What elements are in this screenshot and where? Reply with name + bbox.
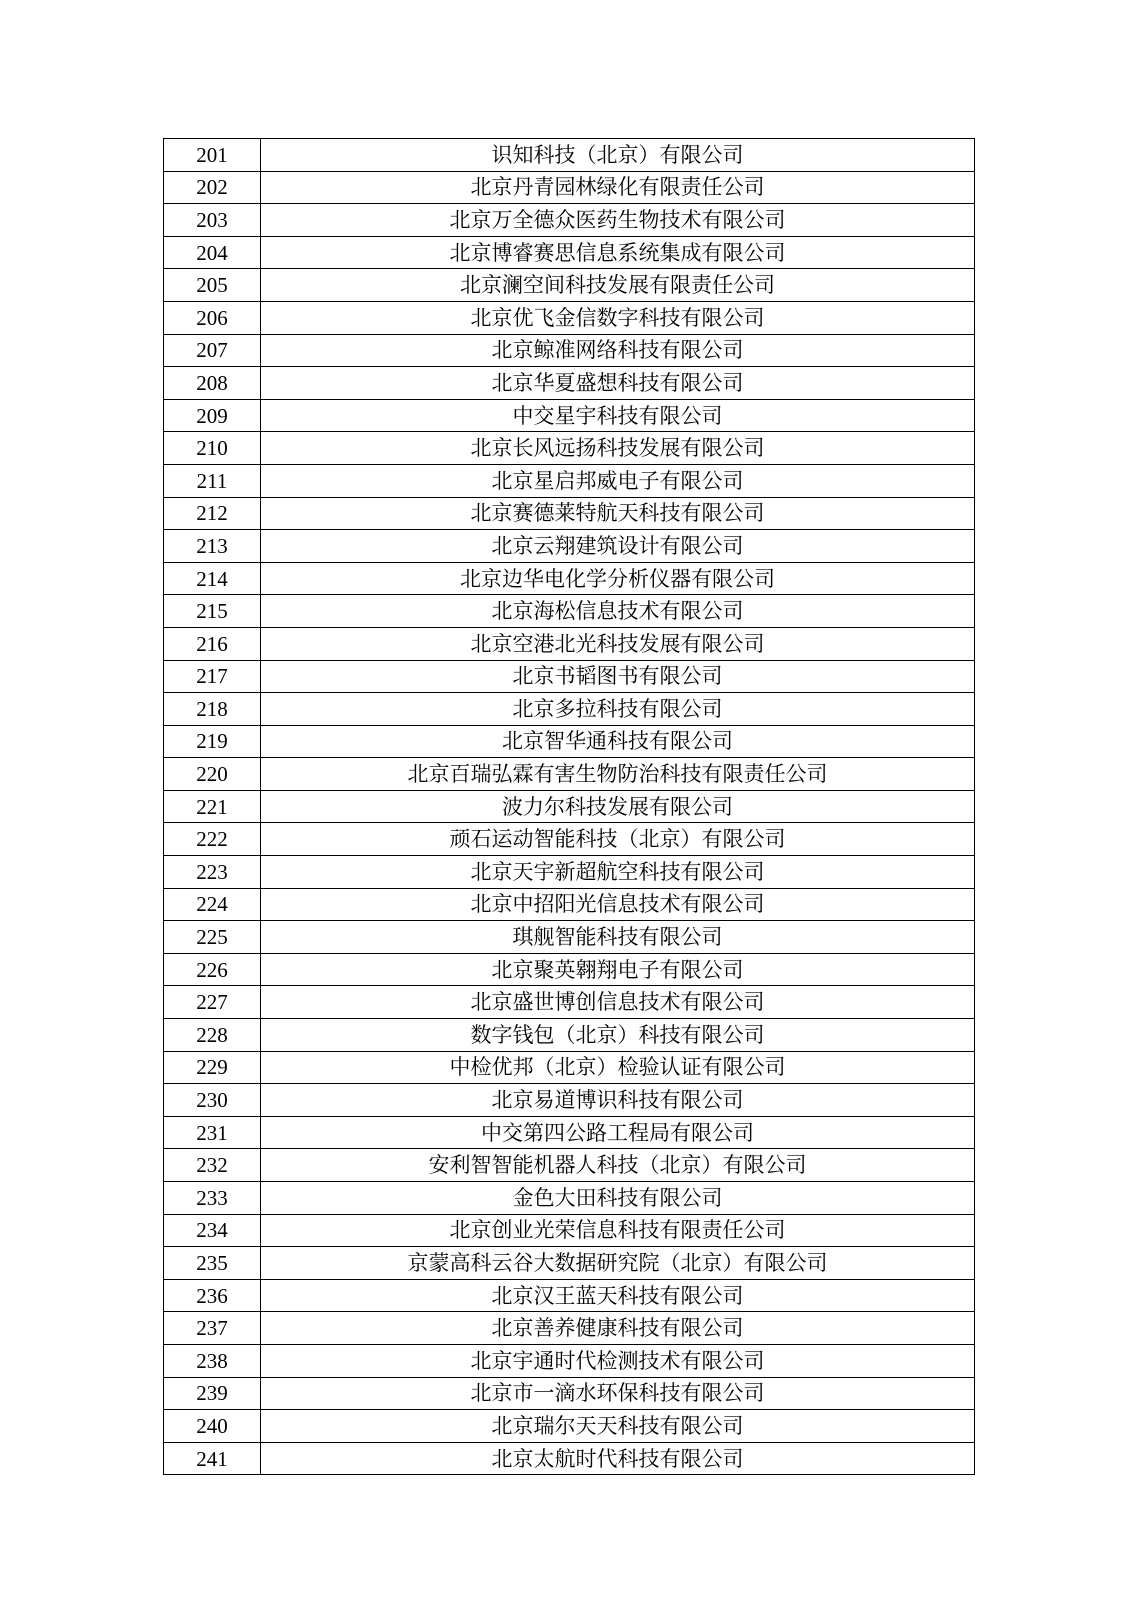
row-number-cell: 225	[164, 921, 261, 954]
table-row	[164, 399, 975, 432]
row-number-cell: 233	[164, 1182, 261, 1215]
company-list-body	[164, 139, 975, 1475]
row-number-cell: 241	[164, 1442, 261, 1475]
table-row	[164, 953, 975, 986]
company-name-cell: 中交第四公路工程局有限公司	[261, 1116, 975, 1149]
table-row	[164, 1051, 975, 1084]
row-number-cell: 228	[164, 1019, 261, 1052]
company-name-cell: 北京中招阳光信息技术有限公司	[261, 888, 975, 921]
company-name-cell: 琪舰智能科技有限公司	[261, 921, 975, 954]
table-row	[164, 464, 975, 497]
company-name-cell: 金色大田科技有限公司	[261, 1182, 975, 1215]
table-row	[164, 1410, 975, 1443]
company-name-cell: 北京易道博识科技有限公司	[261, 1084, 975, 1117]
row-number-cell: 223	[164, 856, 261, 889]
row-number-cell: 224	[164, 888, 261, 921]
row-number-cell: 217	[164, 660, 261, 693]
table-row	[164, 986, 975, 1019]
row-number-cell: 227	[164, 986, 261, 1019]
table-row	[164, 823, 975, 856]
row-number-cell: 218	[164, 693, 261, 726]
company-name-cell: 中检优邦（北京）检验认证有限公司	[261, 1051, 975, 1084]
company-name-cell: 中交星宇科技有限公司	[261, 399, 975, 432]
row-number-cell: 206	[164, 301, 261, 334]
table-row	[164, 139, 975, 172]
table-row	[164, 269, 975, 302]
table-row	[164, 1247, 975, 1280]
table-row	[164, 725, 975, 758]
company-name-cell: 数字钱包（北京）科技有限公司	[261, 1019, 975, 1052]
row-number-cell: 216	[164, 627, 261, 660]
row-number-cell: 230	[164, 1084, 261, 1117]
row-number-cell: 221	[164, 790, 261, 823]
table-row	[164, 693, 975, 726]
table-row	[164, 595, 975, 628]
company-name-cell: 北京海松信息技术有限公司	[261, 595, 975, 628]
table-row	[164, 1182, 975, 1215]
company-list-table-container	[163, 138, 973, 1475]
table-row	[164, 204, 975, 237]
company-name-cell: 顽石运动智能科技（北京）有限公司	[261, 823, 975, 856]
company-name-cell: 北京鲸准网络科技有限公司	[261, 334, 975, 367]
company-name-cell: 北京天宇新超航空科技有限公司	[261, 856, 975, 889]
table-row	[164, 888, 975, 921]
table-row	[164, 758, 975, 791]
table-row	[164, 301, 975, 334]
company-name-cell: 北京星启邦威电子有限公司	[261, 464, 975, 497]
row-number-cell: 234	[164, 1214, 261, 1247]
table-row	[164, 1084, 975, 1117]
company-name-cell: 北京边华电化学分析仪器有限公司	[261, 562, 975, 595]
row-number-cell: 201	[164, 139, 261, 172]
table-row	[164, 790, 975, 823]
row-number-cell: 226	[164, 953, 261, 986]
row-number-cell: 204	[164, 236, 261, 269]
table-row	[164, 660, 975, 693]
company-list-table	[163, 138, 975, 1475]
row-number-cell: 215	[164, 595, 261, 628]
row-number-cell: 211	[164, 464, 261, 497]
row-number-cell: 209	[164, 399, 261, 432]
company-name-cell: 安利智智能机器人科技（北京）有限公司	[261, 1149, 975, 1182]
row-number-cell: 238	[164, 1344, 261, 1377]
table-row	[164, 367, 975, 400]
row-number-cell: 212	[164, 497, 261, 530]
company-name-cell: 北京博睿赛思信息系统集成有限公司	[261, 236, 975, 269]
row-number-cell: 229	[164, 1051, 261, 1084]
table-row	[164, 432, 975, 465]
company-name-cell: 北京书韬图书有限公司	[261, 660, 975, 693]
table-row	[164, 1019, 975, 1052]
company-name-cell: 京蒙高科云谷大数据研究院（北京）有限公司	[261, 1247, 975, 1280]
table-row	[164, 530, 975, 563]
table-row	[164, 1214, 975, 1247]
row-number-cell: 236	[164, 1279, 261, 1312]
company-name-cell: 北京善养健康科技有限公司	[261, 1312, 975, 1345]
company-name-cell: 北京盛世博创信息技术有限公司	[261, 986, 975, 1019]
row-number-cell: 205	[164, 269, 261, 302]
company-name-cell: 北京澜空间科技发展有限责任公司	[261, 269, 975, 302]
row-number-cell: 203	[164, 204, 261, 237]
table-row	[164, 921, 975, 954]
table-row	[164, 1279, 975, 1312]
table-row	[164, 1442, 975, 1475]
table-row	[164, 562, 975, 595]
row-number-cell: 235	[164, 1247, 261, 1280]
company-name-cell: 识知科技（北京）有限公司	[261, 139, 975, 172]
table-row	[164, 1377, 975, 1410]
company-name-cell: 北京多拉科技有限公司	[261, 693, 975, 726]
row-number-cell: 210	[164, 432, 261, 465]
company-name-cell: 北京长风远扬科技发展有限公司	[261, 432, 975, 465]
row-number-cell: 219	[164, 725, 261, 758]
table-row	[164, 1149, 975, 1182]
row-number-cell: 237	[164, 1312, 261, 1345]
row-number-cell: 222	[164, 823, 261, 856]
table-row	[164, 856, 975, 889]
company-name-cell: 北京汉王蓝天科技有限公司	[261, 1279, 975, 1312]
table-row	[164, 497, 975, 530]
table-row	[164, 334, 975, 367]
table-row	[164, 627, 975, 660]
row-number-cell: 207	[164, 334, 261, 367]
table-row	[164, 171, 975, 204]
row-number-cell: 213	[164, 530, 261, 563]
table-row	[164, 236, 975, 269]
company-name-cell: 北京丹青园林绿化有限责任公司	[261, 171, 975, 204]
company-name-cell: 北京聚英翱翔电子有限公司	[261, 953, 975, 986]
table-row	[164, 1344, 975, 1377]
table-row	[164, 1312, 975, 1345]
company-name-cell: 北京赛德莱特航天科技有限公司	[261, 497, 975, 530]
company-name-cell: 波力尔科技发展有限公司	[261, 790, 975, 823]
company-name-cell: 北京优飞金信数字科技有限公司	[261, 301, 975, 334]
company-name-cell: 北京华夏盛想科技有限公司	[261, 367, 975, 400]
company-name-cell: 北京云翔建筑设计有限公司	[261, 530, 975, 563]
company-name-cell: 北京创业光荣信息科技有限责任公司	[261, 1214, 975, 1247]
row-number-cell: 208	[164, 367, 261, 400]
company-name-cell: 北京空港北光科技发展有限公司	[261, 627, 975, 660]
company-name-cell: 北京瑞尔天天科技有限公司	[261, 1410, 975, 1443]
row-number-cell: 220	[164, 758, 261, 791]
row-number-cell: 232	[164, 1149, 261, 1182]
company-name-cell: 北京市一滴水环保科技有限公司	[261, 1377, 975, 1410]
row-number-cell: 202	[164, 171, 261, 204]
row-number-cell: 239	[164, 1377, 261, 1410]
company-name-cell: 北京智华通科技有限公司	[261, 725, 975, 758]
company-name-cell: 北京太航时代科技有限公司	[261, 1442, 975, 1475]
company-name-cell: 北京宇通时代检测技术有限公司	[261, 1344, 975, 1377]
row-number-cell: 214	[164, 562, 261, 595]
company-name-cell: 北京万全德众医药生物技术有限公司	[261, 204, 975, 237]
row-number-cell: 231	[164, 1116, 261, 1149]
table-row	[164, 1116, 975, 1149]
company-name-cell: 北京百瑞弘霖有害生物防治科技有限责任公司	[261, 758, 975, 791]
row-number-cell: 240	[164, 1410, 261, 1443]
